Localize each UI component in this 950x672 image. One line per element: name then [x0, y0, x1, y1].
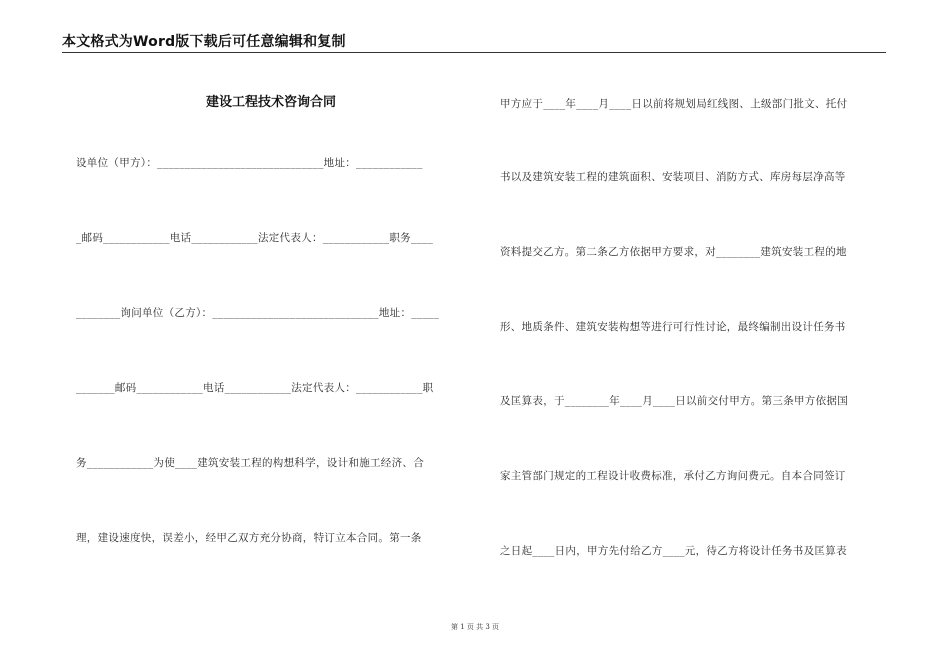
header-divider [62, 52, 886, 53]
page-number: 第 1 页 共 3 页 [450, 623, 500, 631]
right-line-3: 资料提交乙方。第二条乙方依据甲方要求，对________建筑安装工程的地 [500, 246, 847, 258]
document-title: 建设工程技术咨询合同 [205, 95, 336, 110]
left-line-4: _______邮码____________电话____________法定代表人：____________职 [76, 382, 434, 394]
left-line-1: 设单位（甲方）：______________________________地址：____________ [76, 157, 423, 169]
left-line-6: 理，建设速度快，误差小，经甲乙双方充分协商，特订立本合同。第一条 [76, 532, 422, 544]
right-line-7: 之日起____日内，甲方先付给乙方____元，待乙方将设计任务书及匡算表 [500, 545, 847, 557]
right-line-4: 形、地质条件、建筑安装构想等进行可行性讨论，最终编制出设计任务书 [500, 321, 846, 333]
right-line-5: 及匡算表，于________年____月____日以前交付甲方。第三条甲方依据国 [500, 395, 848, 407]
left-line-2: _邮码____________电话____________法定代表人：____________职务____ [76, 232, 434, 244]
header-notice: 本文格式为Word版下载后可任意编辑和复制 [62, 34, 346, 50]
right-line-6: 家主管部门规定的工程设计收费标准，承付乙方询问费元。自本合同签订 [500, 470, 846, 482]
right-line-2: 书以及建筑安装工程的建筑面积、安装项目、消防方式、库房每层净高等 [500, 171, 846, 183]
right-line-1: 甲方应于____年____月____日以前将规划局红线图、上级部门批文、托付 [500, 98, 848, 110]
left-line-3: ________询问单位（乙方）：______________________________地址：_____ [76, 307, 439, 319]
left-line-5: 务____________为使____建筑安装工程的构想科学，设计和施工经济、合 [76, 457, 424, 469]
